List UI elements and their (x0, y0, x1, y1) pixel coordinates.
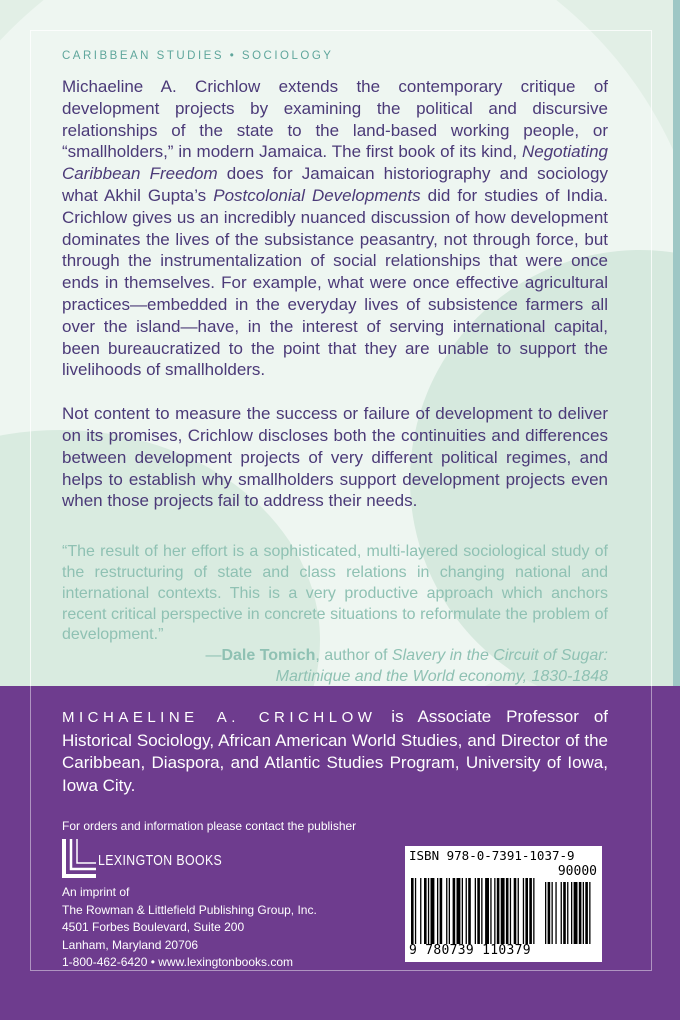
isbn-label: ISBN 978-0-7391-1037-9 (409, 848, 575, 863)
dash: — (205, 647, 222, 665)
lexington-logo-icon (62, 836, 98, 882)
logo-wordmark: LEXINGTON BOOKS (98, 852, 223, 869)
phone-website: 1-800-462-6420 • www.lexingtonbooks.com (62, 955, 293, 969)
author-suffix: , author of (315, 647, 392, 665)
barcode-bars (409, 864, 598, 944)
author-name: MICHAELINE A. CRICHLOW (62, 709, 377, 726)
book-title: Negotiating Caribbean Freedom (62, 142, 608, 184)
description-paragraph-1 (62, 76, 608, 381)
description-paragraph-2: Not content to measure the success or failure of development to deliver on its promises, Crichlow discloses both the continuities and differences between development projects of very different political regimes, and helps to establish why smallholders support development projects even when those projects fail to address their needs. (62, 404, 608, 511)
blurb-quote: “The result of her effort is a sophisticated, multi-layered sociological study of the restructuring of state and class relations in changing national and international contexts. This is a very productive approach which anchors recent critical perspective in concrete situations to reformulate the problem of development.” (62, 543, 608, 644)
barcode-digits: 9 780739 110379 (409, 943, 531, 958)
author-book-title: Slavery in the Circuit of Sugar: (391, 647, 608, 665)
author-publisher-panel (0, 686, 680, 1020)
contact-line: For orders and information please contact the publisher (62, 819, 357, 833)
teal-edge-bar (673, 0, 680, 686)
isbn-barcode (405, 846, 602, 962)
city-address: Lanham, Maryland 20706 (62, 937, 199, 952)
description-text: did for studies of India. Crichlow gives us an incredibly nuanced discussion of how development dominates the lives of the subsistance peasantry, not through force, but through the instrumentalization of social relationships that were once ends in themselves. For example, what were once effective agricultural practices—embedded in the everyday lives of subsistence farmers all over the island—have, in the interest of serving international capital, been bureaucratized to the point that they are unable to support the livelihoods of smallholders. (62, 185, 608, 380)
description-section (62, 50, 608, 688)
publisher-address (62, 884, 317, 972)
description-text: Michaeline A. Crichlow extends the contemporary critique of development projects by examining the political and discursive relationships of the state to the land-based working people, or “smallholders,” in modern Jamaica. The first book of its kind, (62, 77, 608, 162)
blurb-attribution (62, 646, 608, 688)
attribution-line-1 (62, 646, 608, 667)
street-address: 4501 Forbes Boulevard, Suite 200 (62, 920, 245, 934)
price-code: 90000 (557, 864, 597, 879)
publisher-logo (62, 836, 222, 882)
imprint-line: An imprint of (62, 885, 130, 899)
category-label: CARIBBEAN STUDIES • SOCIOLOGY (62, 50, 334, 62)
description-text: does for Jamaican historiography and sociology what Akhil Gupta’s (62, 164, 608, 205)
blurb-author: Dale Tomich (221, 647, 316, 665)
author-bio (62, 706, 608, 797)
referenced-book-title: Postcolonial Developments (213, 185, 421, 205)
author-book-subtitle: Martinique and the World economy, 1830-1848 (275, 667, 608, 685)
author-bio-text: is Associate Professor of Historical Sociology, African American World Studies, and Director of the Caribbean, Diaspora, and Atlantic Studies Program, University of Iowa, Iowa City. (62, 707, 608, 795)
parent-company: The Rowman & Littlefield Publishing Group, Inc. (62, 902, 317, 917)
